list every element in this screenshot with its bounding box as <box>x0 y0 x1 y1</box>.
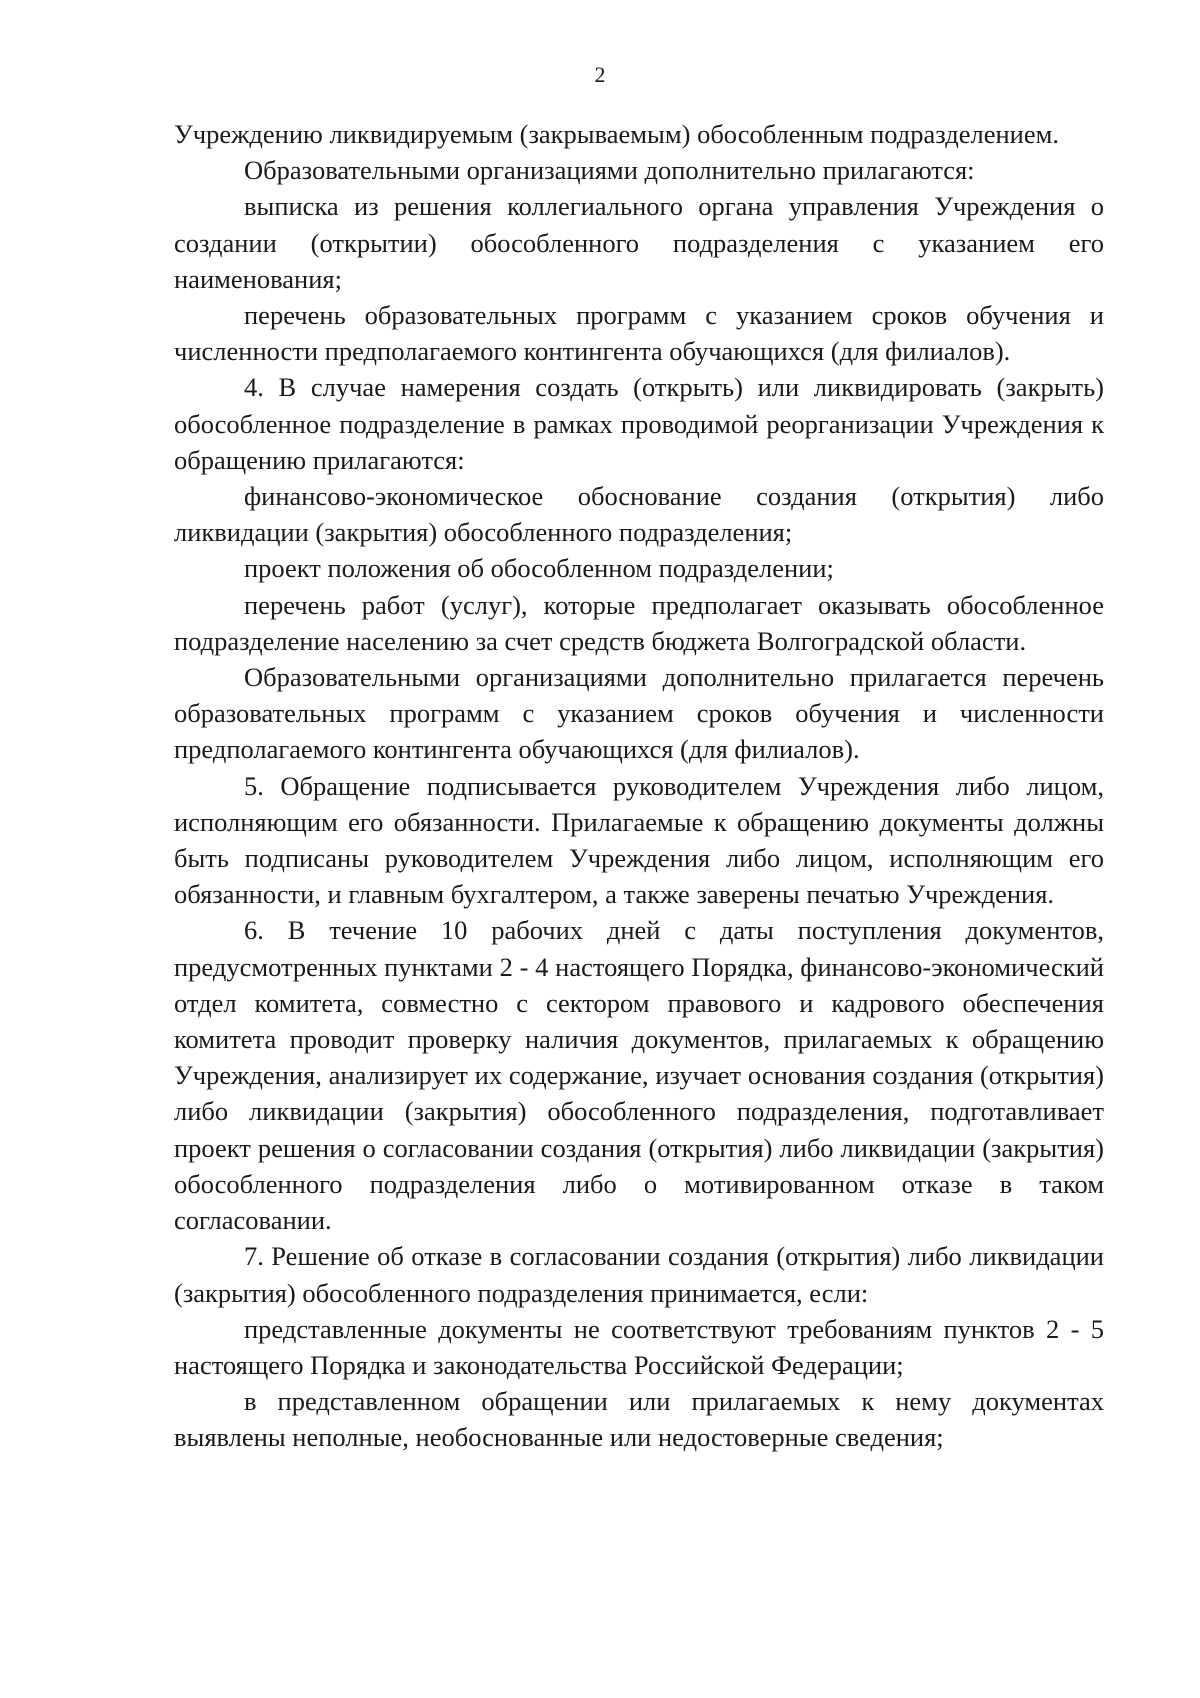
document-body <box>174 116 1104 1456</box>
paragraph: 7. Решение об отказе в согласовании создания (открытия) либо ликвидации (закрытия) обособленного подразделения принимается, если: <box>174 1241 1104 1308</box>
paragraph: проект положения об обособленном подразделении; <box>244 553 834 584</box>
paragraph: Образовательными организациями дополнительно прилагаются: <box>244 155 975 186</box>
paragraph: 5. Обращение подписывается руководителем Учреждения либо лицом, исполняющим его обязанности. Прилагаемые к обращению документы должны быть подписаны руководителем Учреждения либо лицом, исполняющим его обязанности, и главным бухгалтером, а также заверены печатью Учреждения. <box>174 770 1104 910</box>
paragraph: перечень образовательных программ с указанием сроков обучения и численности предполагаемого контингента обучающихся (для филиалов). <box>174 300 1104 367</box>
paragraph: Образовательными организациями дополнительно прилагается перечень образовательных программ с указанием сроков обучения и численности предполагаемого контингента обучающихся (для филиалов). <box>174 662 1104 765</box>
paragraph: представленные документы не соответствуют требованиям пунктов 2 - 5 настоящего Порядка и законодательства Российской Федерации; <box>174 1313 1104 1380</box>
paragraph: 4. В случае намерения создать (открыть) или ликвидировать (закрыть) обособленное подразделение в рамках проводимой реорганизации Учреждения к обращению прилагаются: <box>174 372 1104 475</box>
paragraph: в представленном обращении или прилагаемых к нему документах выявлены неполные, необоснованные или недостоверные сведения; <box>174 1386 1104 1453</box>
paragraph: 6. В течение 10 рабочих дней с даты поступления документов, предусмотренных пунктами 2 - 4 настоящего Порядка, финансово-экономический отдел комитета, совместно с сектором правового и кадрового обеспечения комитета проводит проверку наличия документов, прилагаемых к обращению Учреждения, анализирует их содержание, изучает основания создания (открытия) либо ликвидации (закрытия) обособленного подразделения, подготавливает проект решения о согласовании создания (открытия) либо ликвидации (закрытия) обособленного подразделения либо о мотивированном отказе в таком согласовании. <box>174 915 1104 1236</box>
page-number: 2 <box>594 62 606 87</box>
paragraph: выписка из решения коллегиального органа управления Учреждения о создании (открытии) обособленного подразделения с указанием его наименования; <box>174 191 1104 294</box>
paragraph: Учреждению ликвидируемым (закрываемым) обособленным подразделением. <box>174 119 1060 149</box>
paragraph: финансово-экономическое обоснование создания (открытия) либо ликвидации (закрытия) обособленного подразделения; <box>174 481 1104 548</box>
paragraph: перечень работ (услуг), которые предполагает оказывать обособленное подразделение населению за счет средств бюджета Волгоградской области. <box>174 589 1104 656</box>
